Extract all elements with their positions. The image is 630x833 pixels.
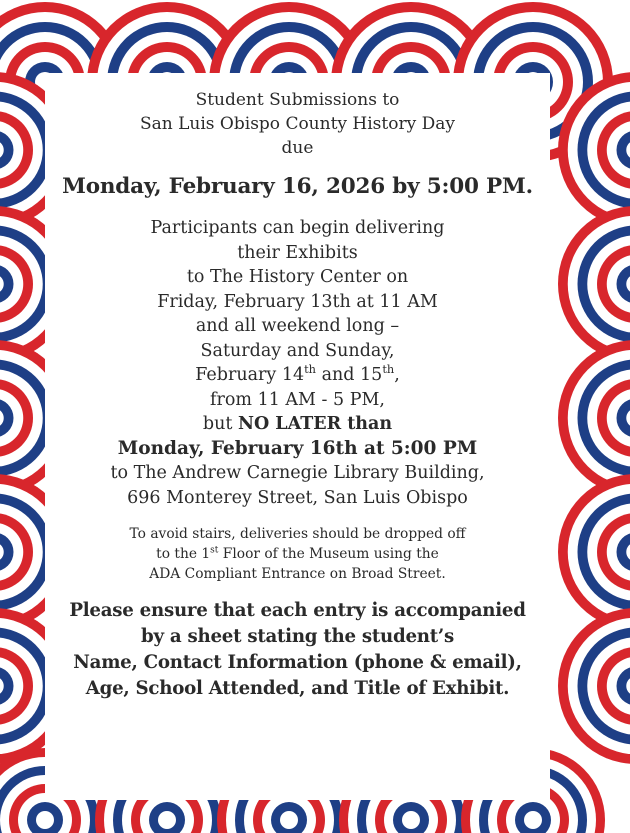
note-text: to the 1 xyxy=(156,546,211,562)
final-deadline: Monday, February 16th at 5:00 PM xyxy=(117,437,478,459)
closing-line: Age, School Attended, and Title of Exhibit. xyxy=(85,678,510,699)
detail-line: their Exhibits xyxy=(237,242,358,263)
flyer-content xyxy=(45,88,550,702)
note-line xyxy=(45,544,550,564)
detail-line: from 11 AM - 5 PM, xyxy=(210,389,385,410)
detail-text: but xyxy=(202,414,238,434)
ordinal-suffix: st xyxy=(210,545,219,556)
closing-instructions xyxy=(45,598,550,702)
ordinal-suffix: th xyxy=(304,362,316,377)
intro-heading xyxy=(45,88,550,160)
closing-line: Name, Contact Information (phone & email), xyxy=(73,652,522,673)
detail-line xyxy=(45,412,550,437)
punctuation: , xyxy=(394,365,400,385)
delivery-details xyxy=(45,216,550,510)
intro-line: Student Submissions to xyxy=(195,90,400,110)
detail-line: Saturday and Sunday, xyxy=(200,340,395,361)
detail-line: Friday, February 13th at 11 AM xyxy=(157,291,438,312)
due-date-heading: Monday, February 16, 2026 by 5:00 PM. xyxy=(62,174,533,199)
address-line: 696 Monterey Street, San Luis Obispo xyxy=(127,487,468,508)
note-line: To avoid stairs, deliveries should be dropped off xyxy=(129,526,466,542)
stairs-note xyxy=(45,524,550,584)
rosette xyxy=(558,206,630,362)
closing-line: Please ensure that each entry is accompanied xyxy=(69,600,526,621)
closing-line: by a sheet stating the student’s xyxy=(141,626,454,647)
note-text: Floor of the Museum using the xyxy=(218,546,439,562)
ordinal-suffix: th xyxy=(382,362,395,377)
detail-line xyxy=(45,363,550,388)
intro-line: San Luis Obispo County History Day xyxy=(140,114,455,134)
detail-line: to The History Center on xyxy=(186,267,409,287)
rosette xyxy=(558,474,630,630)
rosette xyxy=(558,608,630,764)
rosette xyxy=(558,340,630,496)
detail-line: and all weekend long – xyxy=(195,316,400,336)
detail-line: to The Andrew Carnegie Library Building, xyxy=(110,463,485,483)
intro-line: due xyxy=(281,138,314,158)
date-text: and 15 xyxy=(316,365,383,385)
detail-line: Participants can begin delivering xyxy=(150,218,445,238)
deadline-emphasis: NO LATER than xyxy=(237,414,393,434)
date-text: February 14 xyxy=(195,365,305,385)
note-line: ADA Compliant Entrance on Broad Street. xyxy=(149,566,446,582)
